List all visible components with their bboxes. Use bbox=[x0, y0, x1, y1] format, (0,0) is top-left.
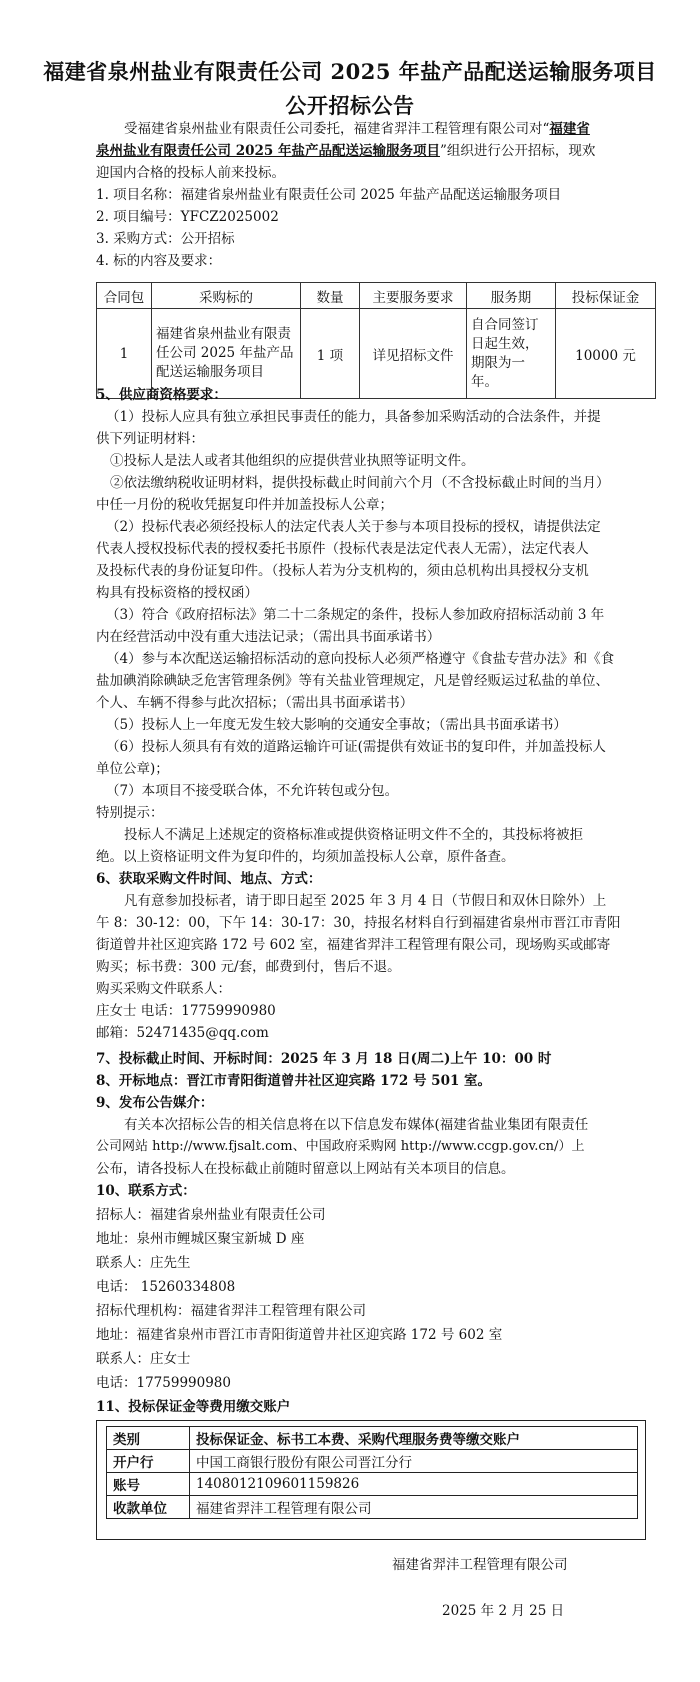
cell-subject: 福建省泉州盐业有限责任公司 2025 年盐产品配送运输服务项目 bbox=[152, 309, 301, 399]
sec6-line: 街道曾井社区迎宾路 172 号 602 室，福建省羿沣工程管理有限公司，现场购买或邮寄 bbox=[96, 937, 611, 953]
contact-line: 电话：17759990980 bbox=[96, 1375, 231, 1391]
sec5-line: 绝。以上资格证明文件为复印件的，均须加盖投标人公章，原件备查。 bbox=[96, 849, 515, 865]
sec5-line: 供下列证明材料： bbox=[96, 431, 204, 447]
sec5-line: 代表人授权投标代表的授权委托书原件（投标代表是法定代表人无需），法定代表人 bbox=[96, 541, 589, 557]
account-table bbox=[106, 1426, 638, 1519]
col-header: 服务期 bbox=[467, 283, 556, 309]
sec6-line: 凡有意参加投标者，请于即日起至 2025 年 3 月 4 日（节假日和双休日除外）上 bbox=[124, 893, 607, 909]
bid-table bbox=[96, 282, 656, 399]
cell-service-requirement: 详见招标文件 bbox=[360, 309, 467, 399]
sec5-line: 中任一月份的税收凭据复印件并加盖投标人公章； bbox=[96, 497, 393, 513]
item-project-name: 1. 项目名称：福建省泉州盐业有限责任公司 2025 年盐产品配送运输服务项目 bbox=[96, 187, 562, 203]
item-project-number: 2. 项目编号：YFCZ2025002 bbox=[96, 209, 279, 225]
col-header: 数量 bbox=[301, 283, 360, 309]
signature-company: 福建省羿沣工程管理有限公司 bbox=[392, 1557, 568, 1573]
section-7-deadline: 7、投标截止时间、开标时间：2025 年 3 月 18 日(周二)上午 10：00 时 bbox=[96, 1051, 552, 1067]
section-8-location: 8、开标地点：晋江市青阳街道曾井社区迎宾路 172 号 501 室。 bbox=[96, 1073, 492, 1089]
intro-line-2 bbox=[96, 140, 595, 162]
section-11-heading: 11、投标保证金等费用缴交账户 bbox=[96, 1399, 291, 1415]
contact-line: 联系人：庄女士 bbox=[96, 1351, 191, 1367]
sec9-line: 公司网站 http://www.fjsalt.com、中国政府采购网 http://www.ccgp.gov.cn/）上 bbox=[96, 1139, 585, 1154]
account-label: 收款单位 bbox=[107, 1496, 190, 1519]
item-procurement-method: 3. 采购方式：公开招标 bbox=[96, 231, 235, 247]
sec5-line: 投标人不满足上述规定的资格标准或提供资格证明文件不全的，其投标将被拒 bbox=[124, 827, 583, 843]
cell-package: 1 bbox=[97, 309, 152, 399]
section-6-heading: 6、获取采购文件时间、地点、方式： bbox=[96, 871, 322, 887]
intro-line-3: 迎国内合格的投标人前来投标。 bbox=[96, 165, 285, 181]
contact-line: 地址：泉州市鲤城区聚宝新城 D 座 bbox=[96, 1231, 305, 1247]
col-header: 合同包 bbox=[97, 283, 152, 309]
sec5-line: 内在经营活动中没有重大违法记录；（需出具书面承诺书） bbox=[96, 629, 441, 645]
signature-date: 2025 年 2 月 25 日 bbox=[442, 1603, 565, 1619]
cell-deposit: 10000 元 bbox=[556, 309, 656, 399]
col-header: 投标保证金 bbox=[556, 283, 656, 309]
col-header: 采购标的 bbox=[152, 283, 301, 309]
sec5-line: 及投标代表的身份证复印件。（投标人若为分支机构的，须由总机构出具授权分支机 bbox=[96, 563, 589, 579]
intro-text: 受福建省泉州盐业有限责任公司委托，福建省羿沣工程管理有限公司对“ bbox=[124, 121, 550, 137]
project-name-emphasis: 福建省 bbox=[549, 121, 590, 137]
title-line-1: 福建省泉州盐业有限责任公司 2025 年盐产品配送运输服务项目 bbox=[43, 59, 657, 84]
sec5-line: ②依法缴纳税收证明材料，提供投标截止时间前六个月（不含投标截止时间的当月） bbox=[110, 475, 610, 491]
sec5-line: 构具有投标资格的授权函） bbox=[96, 585, 258, 601]
item-bid-content: 4. 标的内容及要求： bbox=[96, 253, 222, 269]
sec5-line: （5）投标人上一年度无发生较大影响的交通安全事故；（需出具书面承诺书） bbox=[106, 717, 567, 733]
section-10-heading: 10、联系方式： bbox=[96, 1183, 196, 1199]
sec5-line: （1）投标人应具有独立承担民事责任的能力，具备参加采购活动的合法条件，并提 bbox=[106, 409, 601, 425]
sec5-line: （3）符合《政府招标法》第二十二条规定的条件，投标人参加政府招标活动前 3 年 bbox=[106, 607, 605, 623]
account-label: 类别 bbox=[107, 1427, 190, 1450]
contact-line: 电话： 15260334808 bbox=[96, 1279, 236, 1295]
sec6-line: 购买；标书费：300 元/套，邮费到付，售后不退。 bbox=[96, 959, 401, 975]
account-label: 账号 bbox=[107, 1473, 190, 1496]
sec5-line: 单位公章)； bbox=[96, 761, 169, 777]
contact-line: 联系人：庄先生 bbox=[96, 1255, 191, 1271]
intro-text: ”组织进行公开招标，现欢 bbox=[439, 143, 596, 159]
sec6-email: 邮箱：52471435@qq.com bbox=[96, 1025, 269, 1041]
title-line-2: 公开招标公告 bbox=[285, 93, 415, 118]
section-5-heading: 5、供应商资格要求： bbox=[96, 387, 227, 403]
sec5-line: （4）参与本次配送运输招标活动的意向投标人必须严格遵守《食盐专营办法》和《食 bbox=[106, 651, 615, 667]
project-name-emphasis: 泉州盐业有限责任公司 2025 年盐产品配送运输服务项目 bbox=[96, 143, 440, 159]
sec5-line: 盐加碘消除碘缺乏危害管理条例》等有关盐业管理规定，凡是曾经贩运过私盐的单位、 bbox=[96, 673, 609, 689]
col-header: 主要服务要求 bbox=[360, 283, 467, 309]
sec5-line: （7）本项目不接受联合体，不允许转包或分包。 bbox=[106, 783, 399, 799]
account-label: 开户行 bbox=[107, 1450, 190, 1473]
sec6-contact: 庄女士 电话：17759990980 bbox=[96, 1003, 276, 1019]
contact-line: 招标代理机构：福建省羿沣工程管理有限公司 bbox=[96, 1303, 366, 1319]
sec5-line: （6）投标人须具有有效的道路运输许可证(需提供有效证书的复印件，并加盖投标人 bbox=[106, 739, 606, 755]
intro-line-1 bbox=[124, 118, 590, 140]
sec9-line: 公布，请各投标人在投标截止前随时留意以上网站有关本项目的信息。 bbox=[96, 1161, 515, 1177]
sec9-line: 有关本次招标公告的相关信息将在以下信息发布媒体(福建省盐业集团有限责任 bbox=[124, 1117, 589, 1133]
contact-line: 招标人：福建省泉州盐业有限责任公司 bbox=[96, 1207, 326, 1223]
account-value: 中国工商银行股份有限公司晋江分行 bbox=[190, 1450, 638, 1473]
sec5-line: ①投标人是法人或者其他组织的应提供营业执照等证明文件。 bbox=[110, 453, 475, 469]
special-notice-label: 特别提示： bbox=[96, 805, 164, 821]
sec5-line: 个人、车辆不得参与此次招标；（需出具书面承诺书） bbox=[96, 695, 414, 711]
account-value: 投标保证金、标书工本费、采购代理服务费等缴交账户 bbox=[190, 1427, 638, 1450]
sec6-line: 午 8：30-12：00，下午 14：30-17：30，持报名材料自行到福建省泉州市晋江市青阳 bbox=[96, 915, 621, 931]
section-9-heading: 9、发布公告媒介： bbox=[96, 1095, 214, 1111]
account-value: 福建省羿沣工程管理有限公司 bbox=[190, 1496, 638, 1519]
account-value: 1408012109601159826 bbox=[190, 1473, 638, 1496]
cell-service-period: 自合同签订日起生效，期限为一年。 bbox=[467, 309, 556, 399]
sec6-line: 购买采购文件联系人： bbox=[96, 981, 231, 997]
sec5-line: （2）投标代表必须经投标人的法定代表人关于参与本项目投标的授权，请提供法定 bbox=[106, 519, 601, 535]
contact-line: 地址：福建省泉州市晋江市青阳街道曾井社区迎宾路 172 号 602 室 bbox=[96, 1327, 503, 1343]
cell-quantity: 1 项 bbox=[301, 309, 360, 399]
